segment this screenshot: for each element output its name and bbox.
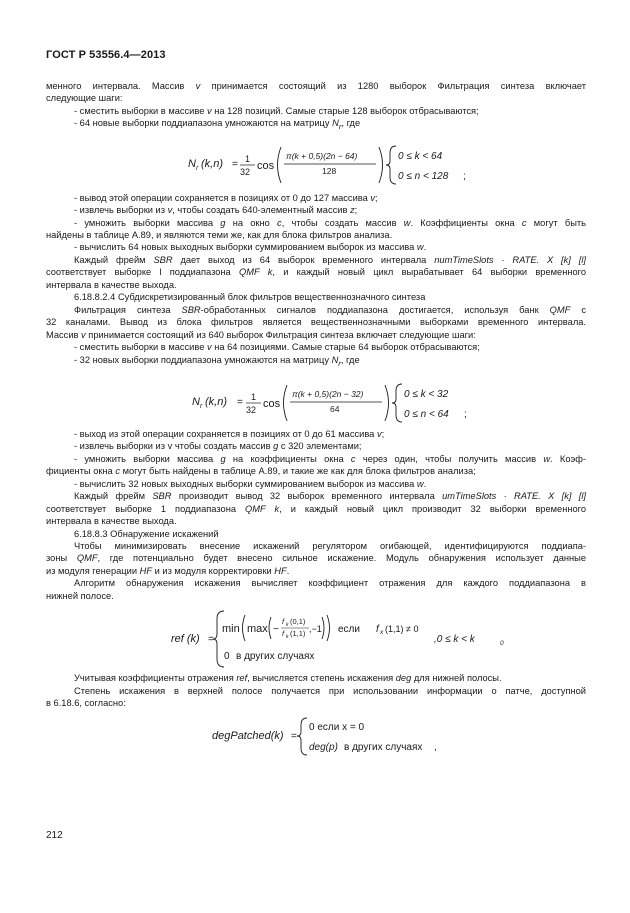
paragraph-line: менного интервала. Массив v принимается состоящий из 1280 выборок Фильтрация синтеза включает (46, 81, 587, 91)
formula-fnum: f (282, 617, 285, 627)
list-item: - 64 новые выборки поддиапазона умножаются на матрицу $N_r$, где (74, 118, 361, 132)
formula-end: ; (463, 170, 466, 182)
formula-min: min (222, 623, 240, 636)
list-item: - 32 новых выборки поддиапазона умножаются на матрицу $N_r$, где (74, 354, 360, 368)
paragraph-line: следующие шаги: (46, 93, 123, 104)
formula-fden-arg: (1,1) (290, 629, 306, 639)
formula-max: max (247, 623, 268, 636)
paragraph-line: соответствует выборке l поддиапазона QMF k, и каждый новый цикл вырабатывает 64 выборки временного (46, 267, 586, 278)
formula-eq: = (291, 730, 297, 742)
formula-case: 0 ≤ n < 128 (398, 170, 449, 182)
formula-ref (46, 602, 586, 672)
formula-case: 0 (224, 651, 230, 663)
formula-cond-sub: x (380, 629, 384, 637)
formula-args: (k,n) (205, 395, 227, 408)
formula-fnum-sub: k (286, 622, 289, 629)
formula-case: 0 ≤ k < 32 (404, 388, 449, 400)
paragraph-line: Чтобы минимизировать внесение искажений регулятором огибающей, идентифицируются поддиапа- (74, 540, 586, 551)
formula-case: в других случаях (344, 741, 423, 753)
section-heading: 6.18.8.3 Обнаружение искажений (74, 528, 219, 539)
list-item: - вычислить 32 новых выходных выборки суммированием выборок из массива w. (74, 478, 427, 489)
formula-case: 0 ≤ k < 64 (398, 150, 443, 162)
formula-end: , (434, 741, 437, 753)
formula-den: 32 (246, 404, 257, 415)
list-item: - сместить выборки в массиве v на 128 позиций. Самые старые 128 выборок отбрасываются; (74, 105, 479, 116)
paragraph-line: соответствует выборке 1 поддиапазона QMF k, и каждый новый цикл производит 32 выборки временного (46, 503, 587, 514)
formula-num: 1 (251, 391, 257, 402)
paragraph-line: Степень искажения в верхней полосе получается при использовании информации о патче, доступной (74, 685, 586, 696)
formula-cond-f: f (376, 624, 379, 636)
formula-den2: 128 (322, 165, 337, 176)
formula-fnum-arg: (0,1) (290, 617, 306, 627)
formula-minus: − (273, 624, 279, 636)
page-header: ГОСТ Р 53556.4—2013 (46, 49, 166, 61)
list-item: - сместить выборки в массиве v на 64 позициями. Самые старые 64 выборок отбрасываются; (74, 342, 480, 353)
paragraph-line: фициенты окна c могут быть найдены в таблице А.89, и такие же как для блока фильтров анализа; (46, 466, 476, 477)
list-item: - умножить выборки массива g на окно c, чтобы создать массив w. Коэффициенты окна c могут быть (74, 217, 586, 228)
paragraph-line: Каждый фрейм SBR производит вывод 32 выборок временного интервала umTimeSlots · RATE. X [k] [l] (74, 491, 586, 502)
paragraph-line: из модуля генерации HF и из модуля корректировки HF. (46, 565, 290, 576)
paragraph-line: интервала в качестве выхода. (46, 516, 177, 527)
paragraph-line: Алгоритм обнаружения искажения вычисляет коэффициент отражения для каждого поддиапазона в (74, 578, 586, 589)
paragraph-line: найдены в таблице А.89, и являются теми же, как для блока фильтров анализа. (46, 230, 393, 241)
formula-case: 0 ≤ n < 64 (404, 408, 449, 420)
paragraph-line: 32 каналами. Вывод из блока фильтров является вещественнозначными выборками временного интервала. (46, 317, 586, 328)
paragraph-line: Фильтрация синтеза SBR-обработанных сигналов поддиапазона достигается, используя банк QMF с (74, 304, 586, 315)
formula-eq: = (232, 158, 238, 170)
formula-fden-sub: k (286, 634, 289, 641)
list-item: - извлечь выборки из v, чтобы создать 640-элементный массив z; (74, 205, 358, 216)
formula-tail: ,−1 (309, 624, 322, 635)
list-item: - вывод этой операции сохраняется в позициях от 0 до 127 массива v; (74, 192, 378, 203)
formula-cond-arg: (1,1) ≠ 0 (385, 624, 419, 635)
formula-num2: π(k + 0,5)(2n − 64) (286, 150, 358, 161)
formula-range-sub: 0 (500, 640, 504, 648)
list-item: - выход из этой операции сохраняется в позициях от 0 до 61 массива v; (74, 428, 385, 439)
paragraph-line: нижней полосе. (46, 590, 114, 601)
formula-nr-64 (46, 370, 586, 428)
section-heading: 6.18.8.2.4 Субдискретизированный блок фильтров вещественнозначного синтеза (74, 292, 426, 303)
paragraph-line: зоны QMF, где потенциально будет внесено сильное искажение. Модуль обнаружения использует данные (46, 553, 586, 564)
paragraph-line: Массив v принимается состоящий из 640 выборок Фильтрация синтеза включает следующие шаги: (46, 329, 476, 340)
list-item: - вычислить 64 новых выходных выборки суммированием выборок из массива w. (74, 242, 427, 253)
formula-nr-128 (46, 134, 586, 192)
formula-cond: если (338, 624, 360, 636)
formula-sub: r (196, 164, 199, 172)
formula-eq: = (208, 634, 214, 646)
list-item: - извлечь выборки из v чтобы создать массив g с 320 элементами; (74, 441, 362, 452)
formula-num2: π(k + 0,5)(2n − 32) (292, 388, 364, 399)
formula-range: ,0 ≤ k < k (434, 634, 475, 646)
list-item: - умножить выборки массива g на коэффициенты окна c через один, чтобы получить массив w. Коэф- (74, 453, 586, 464)
formula-lhs: N (192, 395, 200, 408)
paragraph-line: Каждый фрейм SBR дает выход из 64 выборок временного интервала numTimeSlots · RATE. X [k] [l] (74, 254, 586, 265)
formula-den: 32 (240, 166, 251, 177)
formula-num: 1 (245, 153, 251, 164)
formula-lhs: N (188, 157, 196, 170)
formula-lhs: ref (k) (171, 633, 200, 646)
formula-degpatched (46, 710, 586, 766)
formula-lhs: degPatched(k) (212, 729, 284, 742)
formula-eq: = (237, 396, 243, 408)
document-body (46, 80, 586, 766)
paragraph-line: в 6.18.6, согласно: (46, 698, 126, 709)
page-number: 212 (46, 830, 63, 841)
formula-end: ; (464, 408, 467, 420)
formula-cos: cos (257, 159, 275, 172)
formula-case: 0 если x = 0 (309, 721, 365, 733)
formula-case: в других случаях (236, 651, 315, 663)
formula-cos: cos (263, 397, 281, 410)
formula-fden: f (282, 629, 285, 639)
formula-case: deg(p) (309, 741, 338, 753)
formula-den2: 64 (330, 403, 340, 414)
paragraph-line: интервала в качестве выхода. (46, 279, 177, 290)
formula-sub: r (200, 402, 203, 410)
formula-args: (k,n) (201, 157, 223, 170)
paragraph-line: Учитывая коэффициенты отражения ref, вычисляется степень искажения deg для нижней полосы. (74, 673, 502, 684)
